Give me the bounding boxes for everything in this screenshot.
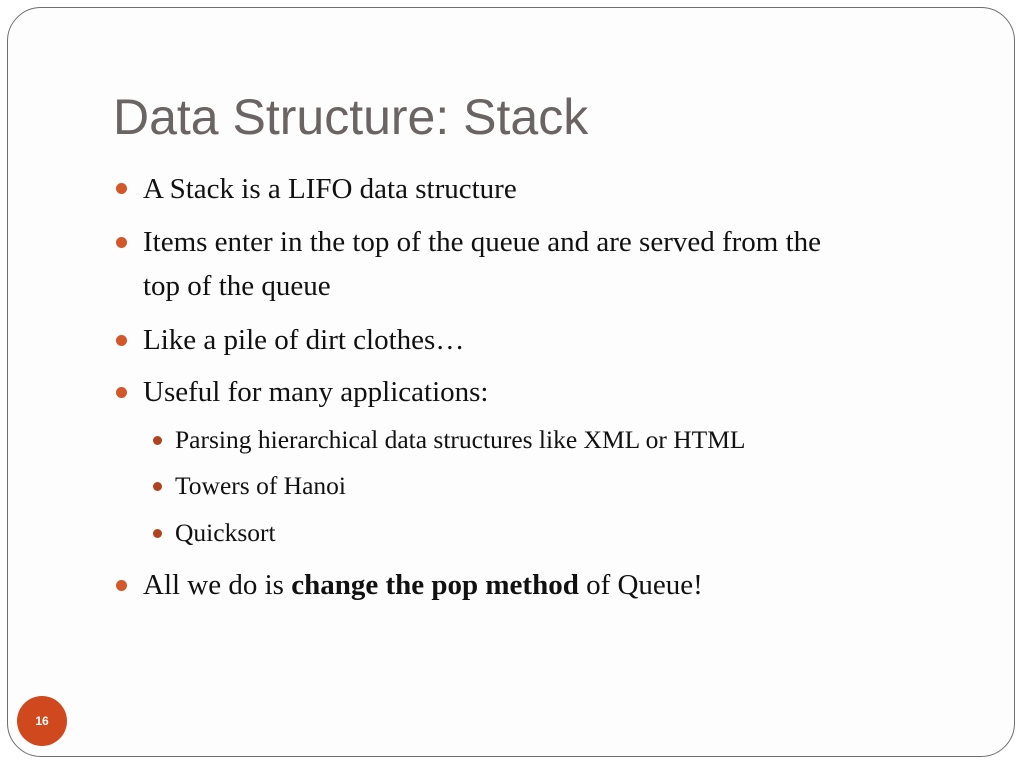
bullet-text-bold: change the pop method [291, 569, 579, 601]
bullet-item-continuation: top of the queue [143, 270, 331, 302]
sub-bullet-dot-icon [153, 529, 162, 538]
sub-bullet-item: Parsing hierarchical data structures like XML or HTML [175, 425, 746, 454]
page-number: 16 [35, 714, 49, 728]
bullet-item: Like a pile of dirt clothes… [143, 324, 465, 356]
bullet-dot-icon [116, 237, 127, 248]
sub-bullet-dot-icon [153, 436, 162, 445]
sub-bullet-item: Quicksort [175, 518, 276, 547]
slide-title: Data Structure: Stack [113, 89, 589, 145]
bullet-dot-icon [116, 183, 127, 194]
bullet-item: Items enter in the top of the queue and are served from the [143, 226, 822, 258]
bullet-dot-icon [116, 580, 127, 591]
page-number-badge [17, 696, 67, 746]
bullet-dot-icon [116, 387, 127, 398]
bullet-item: A Stack is a LIFO data structure [143, 173, 517, 205]
bullet-item: Useful for many applications: [143, 376, 489, 408]
bullet-text-post: of Queue! [578, 569, 703, 601]
bullet-dot-icon [116, 335, 127, 346]
sub-bullet-item: Towers of Hanoi [175, 471, 347, 500]
sub-bullet-dot-icon [153, 482, 162, 491]
bullet-item [143, 563, 703, 607]
bullet-text-pre: All we do is [143, 569, 292, 601]
